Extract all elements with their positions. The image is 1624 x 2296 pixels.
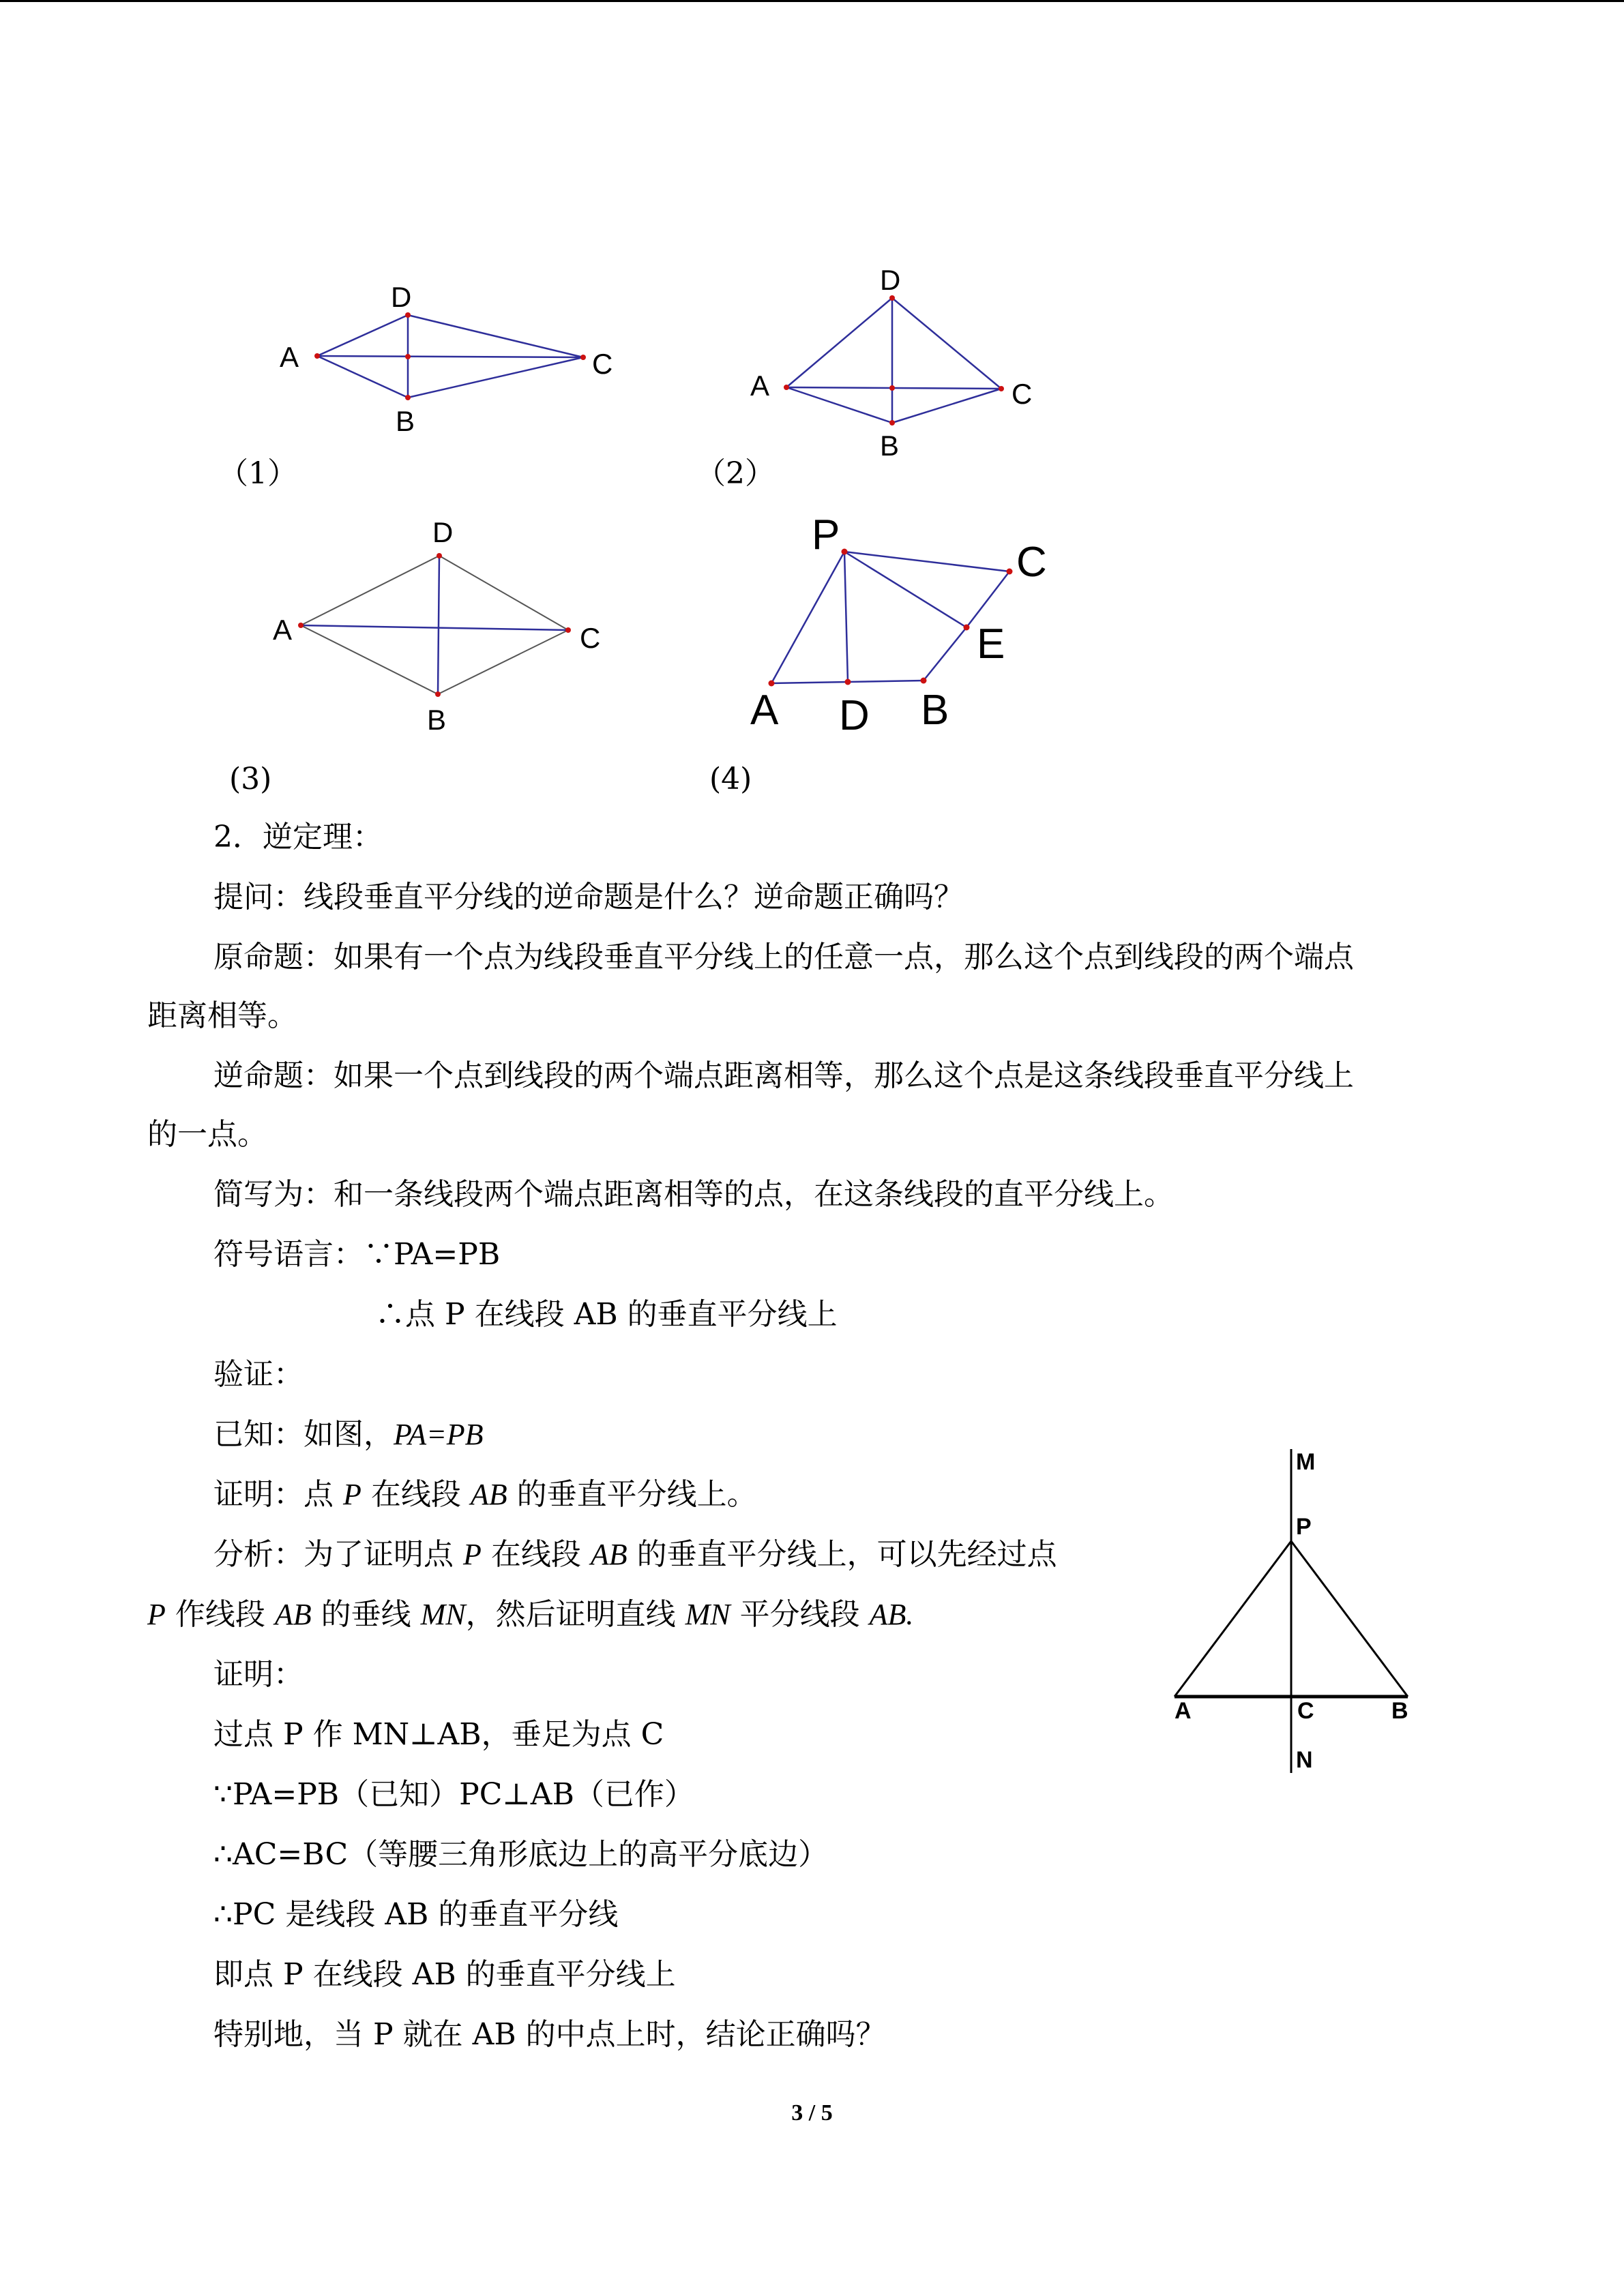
symbolic-prefix: 符号语言： [213, 1237, 364, 1272]
symbolic-language-line [213, 1236, 500, 1274]
prove-mid: 在线段 [361, 1477, 471, 1512]
analysis2-p: P [147, 1598, 166, 1631]
label-b: B [880, 430, 900, 462]
segment-bd [848, 681, 924, 682]
segment-pe [844, 552, 966, 627]
prove-prefix: 证明：点 [213, 1477, 343, 1512]
given-prefix: 已知：如图， [213, 1417, 394, 1452]
segment-ba [301, 625, 438, 694]
label-c: C [580, 622, 601, 654]
label-a: A [280, 341, 299, 373]
converse-statement-line1: 逆命题：如果一个点到线段的两个端点距离相等，那么这个点是这条线段垂直平分线上 [213, 1058, 1354, 1093]
point-c [580, 355, 586, 360]
segment-da [771, 682, 848, 683]
prove-ab: AB [470, 1478, 507, 1511]
segment-pd [844, 552, 848, 682]
symbolic-conclusion: ∴点 P 在线段 AB 的垂直平分线上 [375, 1297, 838, 1332]
segment-ba [786, 387, 892, 423]
point-a [784, 385, 789, 390]
analysis2-d: 平分线段 [730, 1597, 870, 1632]
point-a [298, 623, 304, 628]
special-case-question: 特别地，当 P 就在 AB 的中点上时，结论正确吗？ [213, 2017, 886, 2052]
analysis-mid2: 的垂直平分线上，可以先经过点 [627, 1537, 1057, 1572]
analysis2-ab: AB [274, 1598, 312, 1631]
analysis-prefix: 分析：为了证明点 [213, 1537, 463, 1572]
analysis-line2 [147, 1596, 913, 1634]
label-b: B [427, 704, 447, 736]
segment-ba [317, 356, 408, 398]
segment-cb [892, 389, 1001, 423]
proof-step-2: ∵PA=PB（已知）PC⊥AB（已作） [213, 1777, 694, 1812]
point-p [842, 549, 848, 555]
analysis2-c: ，然后证明直线 [465, 1597, 685, 1632]
label-a: A [1175, 1698, 1192, 1724]
segment-pc [844, 552, 1009, 571]
label-n: N [1296, 1747, 1313, 1773]
segment-dc [439, 556, 568, 630]
segment-ac [317, 356, 583, 357]
label-p: P [812, 511, 840, 558]
figure-3-caption: (3) [229, 762, 272, 796]
analysis2-a: 作线段 [165, 1597, 275, 1632]
point-c [999, 386, 1004, 391]
point-b [405, 395, 411, 400]
label-d: D [391, 281, 412, 313]
segment-eb [924, 627, 966, 681]
label-b: B [1391, 1698, 1408, 1724]
prove-suffix: 的垂直平分线上。 [507, 1477, 757, 1512]
label-d: D [880, 264, 901, 296]
point-b [889, 420, 895, 426]
point-d [845, 679, 851, 685]
segment-ad [317, 315, 408, 356]
figure-2-kite [737, 259, 1119, 464]
figure-4-caption: (4) [709, 762, 752, 796]
given-line [213, 1416, 484, 1454]
page-number: 3 / 5 [791, 2100, 833, 2126]
label-c: C [1012, 378, 1033, 410]
segment-db [438, 556, 439, 694]
point-o [889, 385, 895, 391]
prove-p: P [343, 1478, 361, 1511]
top-rule [0, 0, 1624, 2]
figure-3-rhombus [266, 511, 634, 743]
proof-step-5: 即点 P 在线段 AB 的垂直平分线上 [213, 1957, 676, 1992]
label-p: P [1296, 1514, 1312, 1540]
point-o [405, 354, 411, 359]
proof-step-3: ∴AC=BC（等腰三角形底边上的高平分底边） [213, 1837, 829, 1872]
point-a [314, 353, 320, 359]
symbolic-given: ∵PA=PB [364, 1237, 501, 1272]
analysis-line1 [213, 1536, 1057, 1574]
analysis2-ab2: AB. [869, 1598, 914, 1631]
label-a: A [750, 687, 779, 734]
segment-pb [1291, 1541, 1408, 1697]
label-a: A [273, 614, 293, 646]
segment-dc [892, 298, 1001, 389]
segment-ce [966, 571, 1009, 627]
given-expression: PA=PB [394, 1418, 484, 1451]
segment-cb [408, 357, 583, 398]
analysis-mid1: 在线段 [481, 1537, 591, 1572]
converse-statement-line2: 的一点。 [147, 1117, 267, 1152]
short-form-text: 简写为：和一条线段两个端点距离相等的点，在这条线段的直平分线上。 [213, 1177, 1174, 1212]
label-b: B [921, 687, 949, 734]
label-m: M [1296, 1449, 1316, 1475]
verify-heading: 验证： [213, 1357, 304, 1392]
segment-dc [408, 315, 583, 357]
label-c: C [592, 348, 613, 380]
section-heading: 2．逆定理： [213, 820, 383, 854]
prove-line [213, 1476, 757, 1514]
point-b [921, 678, 927, 684]
label-b: B [396, 405, 415, 436]
analysis2-mn2: MN [685, 1598, 730, 1631]
point-a [769, 681, 775, 687]
point-d [889, 295, 895, 301]
label-d: D [432, 516, 454, 548]
analysis-p: P [463, 1538, 482, 1571]
label-d: D [839, 692, 870, 739]
original-statement-line2: 距离相等。 [147, 998, 297, 1033]
analysis-ab: AB [590, 1538, 628, 1571]
proof-figure-isosceles-triangle [1160, 1439, 1432, 1787]
point-b [435, 691, 441, 697]
segment-ad [301, 556, 439, 625]
segment-ac [301, 625, 568, 630]
point-d [405, 312, 411, 318]
segment-cb [438, 630, 568, 694]
label-a: A [750, 370, 770, 402]
figure-1-kite [266, 273, 648, 436]
proof-step-1: 过点 P 作 MN⊥AB，垂足为点 C [213, 1717, 664, 1752]
analysis2-b: 的垂线 [311, 1597, 421, 1632]
segment-ap [771, 552, 844, 683]
original-statement-line1: 原命题：如果有一个点为线段垂直平分线上的任意一点，那么这个点到线段的两个端点 [213, 940, 1354, 974]
proof-step-4: ∴PC 是线段 AB 的垂直平分线 [213, 1897, 619, 1932]
label-c: C [1297, 1698, 1314, 1724]
label-c: C [1016, 539, 1047, 586]
analysis2-mn: MN [420, 1598, 466, 1631]
point-c [565, 627, 571, 633]
segment-ad [786, 298, 892, 387]
point-d [437, 553, 442, 558]
question-text: 提问：线段垂直平分线的逆命题是什么？逆命题正确吗？ [213, 880, 964, 914]
figure-4-pentagon [737, 505, 1119, 750]
segment-pa [1175, 1541, 1291, 1697]
proof-heading: 证明： [213, 1657, 304, 1692]
figure-2-caption: （2） [696, 456, 775, 491]
figure-1-caption: （1） [218, 456, 297, 491]
point-c [1007, 569, 1013, 575]
label-e: E [977, 621, 1005, 668]
point-e [964, 625, 970, 631]
